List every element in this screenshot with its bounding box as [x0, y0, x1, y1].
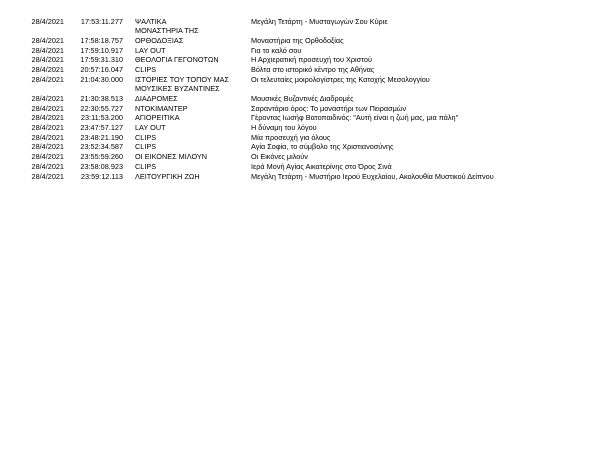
category-cell: LAY OUT: [135, 123, 166, 133]
date-cell: 28/4/2021: [31, 16, 64, 26]
time-cell: 23:47:57.127: [80, 123, 123, 133]
category-cell: CLIPS: [135, 161, 157, 171]
category-cell: ΙΣΤΟΡΙΕΣ ΤΟΥ ΤΟΠΟΥ ΜΑΣ: [135, 74, 230, 84]
date-cell: 28/4/2021: [31, 161, 64, 171]
table-row: [0, 84, 600, 94]
category-cell: CLIPS: [135, 142, 157, 152]
title-cell: Ιερά Μονή Αγίας Αικατερίνης στο Όρος Σινά: [251, 161, 392, 171]
date-cell: 28/4/2021: [31, 103, 64, 113]
table-row: [0, 55, 600, 65]
title-cell: Βόλτα στο ιστορικό κέντρο της Αθήνας: [251, 64, 375, 74]
title-cell: Για το καλό σου: [251, 45, 302, 55]
table-row: [0, 46, 600, 56]
time-cell: 23:48:21.190: [80, 132, 123, 142]
table-row: [0, 104, 600, 114]
time-cell: 23:55:59.260: [80, 152, 123, 162]
category-cell: ΛΕΙΤΟΥΡΓΙΚΗ ΖΩΗ: [135, 171, 200, 181]
time-cell: 17:59:10.917: [80, 45, 123, 55]
table-row: [0, 123, 600, 133]
table-row: [0, 65, 600, 75]
table-row: [0, 17, 600, 27]
time-cell: 23:52:34.587: [80, 142, 123, 152]
date-cell: 28/4/2021: [31, 45, 64, 55]
title-cell: Μία προσευχή για όλους: [251, 132, 331, 142]
date-cell: 28/4/2021: [31, 35, 64, 45]
category-cell: LAY OUT: [135, 45, 166, 55]
date-cell: 28/4/2021: [31, 171, 64, 181]
title-cell: Οι τελευταίες μοιρολογίστρες της Κατοχής Μεσολογγίου: [251, 74, 430, 84]
table-row: [0, 94, 600, 104]
time-cell: 17:53:11.277: [80, 16, 123, 26]
category-cell: ΘΕΟΛΟΓΙΑ ΓΕΓΟΝΟΤΩΝ: [135, 55, 219, 65]
category-cell: ΜΟΝΑΣΤΗΡΙΑ ΤΗΣ: [135, 26, 199, 36]
title-cell: Μουσικές Βυζαντινές Διαδρομές: [251, 94, 354, 103]
time-cell: 22:30:55.727: [80, 103, 123, 113]
title-cell: Μοναστήρια της Ορθοδοξίας: [251, 35, 344, 45]
date-cell: 28/4/2021: [31, 152, 64, 162]
table-row: [0, 75, 600, 85]
table-row: [0, 113, 600, 123]
date-cell: 28/4/2021: [31, 142, 64, 152]
date-cell: 28/4/2021: [31, 123, 64, 133]
title-cell: Μεγάλη Τετάρτη - Μυστήριο Ιερού Ευχελαίου, Ακολουθία Μυστικού Δείπνου: [251, 171, 494, 181]
schedule-table: [0, 17, 600, 182]
title-cell: Μεγάλη Τετάρτη - Μυσταγωγών Σου Κύριε: [251, 16, 388, 26]
time-cell: 21:30:38.513: [80, 94, 123, 103]
date-cell: 28/4/2021: [31, 113, 64, 123]
title-cell: Η Αρχιερατική προσευχή του Χριστού: [251, 55, 372, 65]
table-row: [0, 133, 600, 143]
title-cell: Η δύναμη του λόγου: [251, 123, 317, 133]
title-cell: Αγία Σοφία, το σύμβολο της Χριστιανοσύνης: [251, 142, 394, 152]
table-row: [0, 172, 600, 182]
category-cell: ΔΙΑΔΡΟΜΕΣ: [135, 94, 178, 103]
table-row: [0, 162, 600, 172]
category-cell: ΑΓΙΟΡΕΙΤΙΚΑ: [135, 113, 180, 123]
date-cell: 28/4/2021: [31, 64, 64, 74]
table-row: [0, 142, 600, 152]
title-cell: Γέροντας Ιωσήφ Βατοπαιδινός: "Αυτή είναι η ζωή μας, μια πάλη": [251, 113, 459, 123]
category-cell: ΟΙ ΕΙΚΟΝΕΣ ΜΙΛΟΥΝ: [135, 152, 208, 162]
date-cell: 28/4/2021: [31, 74, 64, 84]
category-cell: ΜΟΥΣΙΚΕΣ ΒΥΖΑΝΤΙΝΕΣ: [135, 84, 220, 94]
category-cell: ΟΡΘΟΔΟΞΙΑΣ: [135, 35, 184, 45]
date-cell: 28/4/2021: [31, 94, 64, 103]
time-cell: 21:04:30.000: [80, 74, 123, 84]
time-cell: 23:59:12.113: [80, 171, 123, 181]
title-cell: Σαραντάριο όρος: Το μοναστήρι των Πειρασμών: [251, 103, 407, 113]
date-cell: 28/4/2021: [31, 55, 64, 65]
table-row: [0, 26, 600, 36]
table-row: [0, 152, 600, 162]
time-cell: 17:59:31.310: [80, 55, 123, 65]
table-row: [0, 36, 600, 46]
category-cell: CLIPS: [135, 64, 157, 74]
category-cell: ΨΑΛΤΙΚΑ: [135, 16, 167, 26]
title-cell: Οι Εικόνες μιλούν: [251, 152, 308, 162]
category-cell: ΝΤΟΚΙΜΑΝΤΕΡ: [135, 103, 188, 113]
category-cell: CLIPS: [135, 132, 157, 142]
time-cell: 23:58:08.923: [80, 161, 123, 171]
time-cell: 17:58:18.757: [80, 35, 123, 45]
time-cell: 23:11:53.200: [80, 113, 123, 123]
date-cell: 28/4/2021: [31, 132, 64, 142]
time-cell: 20:57:16.047: [80, 64, 123, 74]
